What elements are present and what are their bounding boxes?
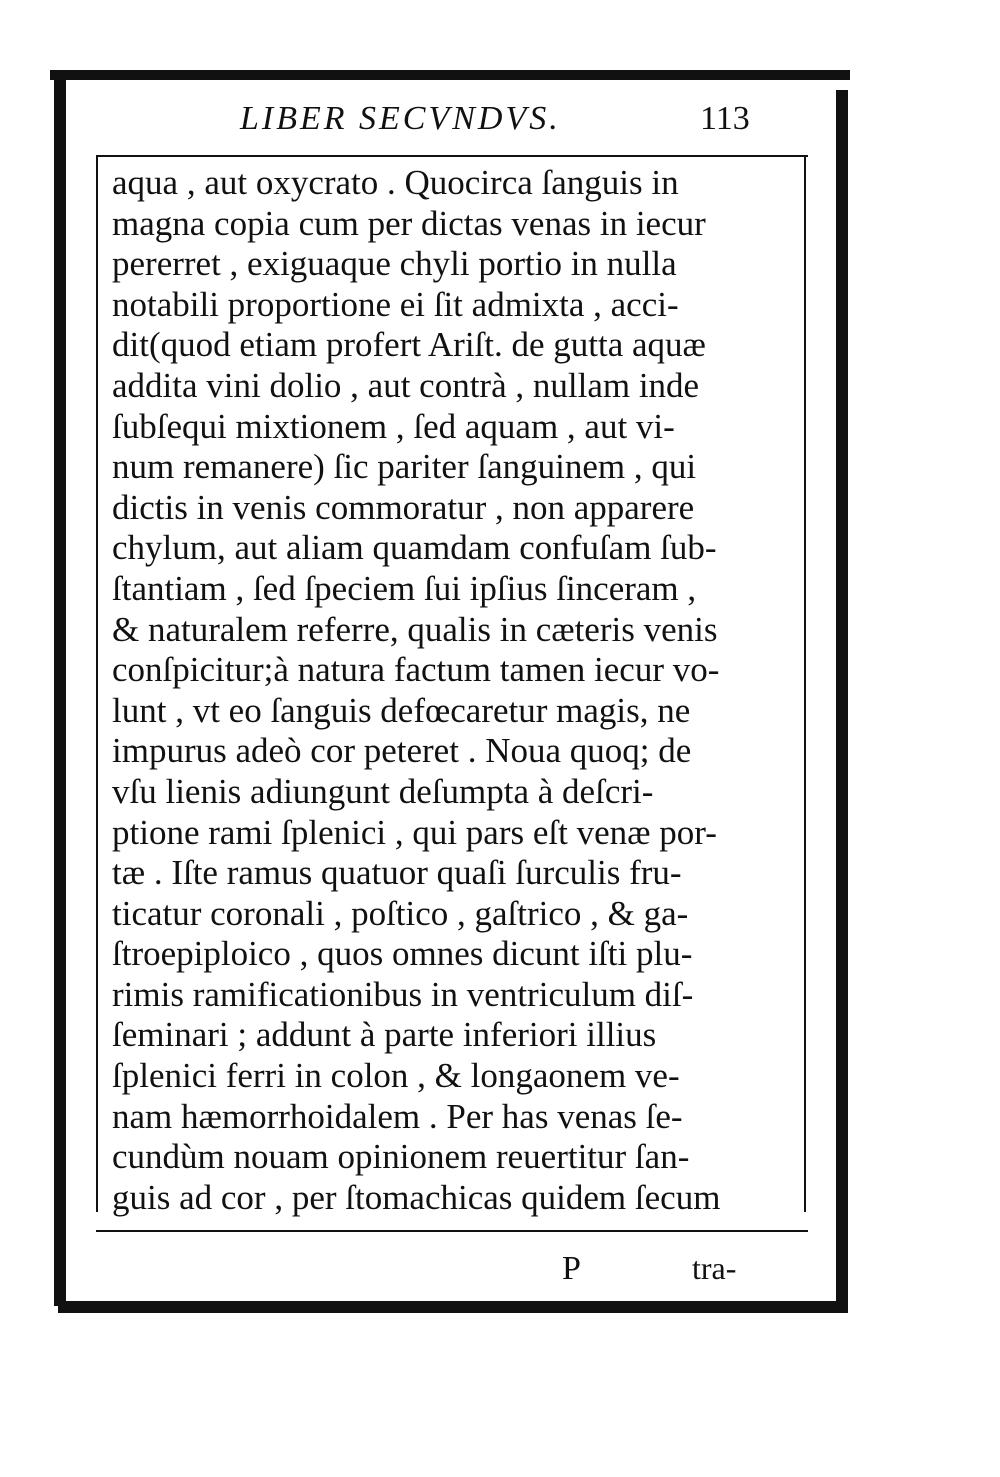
catchword: tra- <box>692 1250 737 1286</box>
text-line: pererret , exiguaque chyli portio in nulla <box>112 244 677 284</box>
body-text <box>112 163 796 1218</box>
text-line: ptione rami ſplenici , qui pars eſt venæ por- <box>112 812 717 852</box>
running-head: LIBER SECVNDVS. <box>240 100 561 137</box>
text-line: num remanere) ſic pariter ſanguinem , qui <box>112 447 697 487</box>
text-line: & naturalem referre, qualis in cæteris venis <box>112 609 718 649</box>
header-rule <box>96 155 808 157</box>
text-line: vſu lienis adiungunt deſumpta à deſcri- <box>112 771 654 811</box>
text-line: ſtroepiploico , quos omnes dicunt iſti plu- <box>112 934 693 974</box>
footer-rule <box>96 1230 808 1232</box>
text-line: ſeminari ; addunt à parte inferiori illius <box>112 1015 657 1055</box>
text-frame-left <box>96 157 98 1212</box>
text-line: dit(quod etiam profert Ariſt. de gutta aquæ <box>112 325 706 365</box>
signature-mark: P <box>562 1250 581 1287</box>
text-line: impurus adeò cor peteret . Noua quoq; de <box>112 731 692 771</box>
text-frame-right <box>804 157 806 1212</box>
text-line: ſtantiam , ſed ſpeciem ſui ipſius ſinceram , <box>112 568 697 608</box>
page-border-top <box>50 70 850 80</box>
text-line: aqua , aut oxycrato . Quocirca ſanguis in <box>112 163 679 202</box>
text-line: chylum, aut aliam quamdam confuſam ſub- <box>112 528 717 568</box>
text-line: guis ad cor , per ſtomachicas quidem ſecum <box>112 1177 721 1217</box>
text-line: cundùm nouam opinionem reuertitur ſan- <box>112 1137 690 1177</box>
page-border-right <box>836 90 848 1306</box>
text-line: rimis ramificationibus in ventriculum diſ- <box>112 974 694 1014</box>
text-line: tæ . Iſte ramus quatuor quaſi ſurculis fru- <box>112 853 682 893</box>
text-line: ſubſequi mixtionem , ſed aquam , aut vi- <box>112 406 675 446</box>
page-border-left <box>54 78 66 1306</box>
text-line: nam hæmorrhoidalem . Per has venas ſe- <box>112 1096 683 1136</box>
page-number: 113 <box>700 100 750 137</box>
text-line: conſpicitur;à natura factum tamen iecur vo- <box>112 650 720 690</box>
text-line: magna copia cum per dictas venas in iecur <box>112 203 706 243</box>
text-line: notabili proportione ei ſit admixta , acci- <box>112 284 679 324</box>
page-border-bottom <box>58 1301 848 1313</box>
text-line: ticatur coronali , poſtico , gaſtrico , & ga- <box>112 893 689 933</box>
text-line: ſplenici ferri in colon , & longaonem ve- <box>112 1056 680 1096</box>
text-line: addita vini dolio , aut contrà , nullam inde <box>112 365 700 405</box>
text-line: dictis in venis commoratur , non apparere <box>112 487 695 527</box>
text-line: lunt , vt eo ſanguis defœcaretur magis, ne <box>112 690 691 730</box>
